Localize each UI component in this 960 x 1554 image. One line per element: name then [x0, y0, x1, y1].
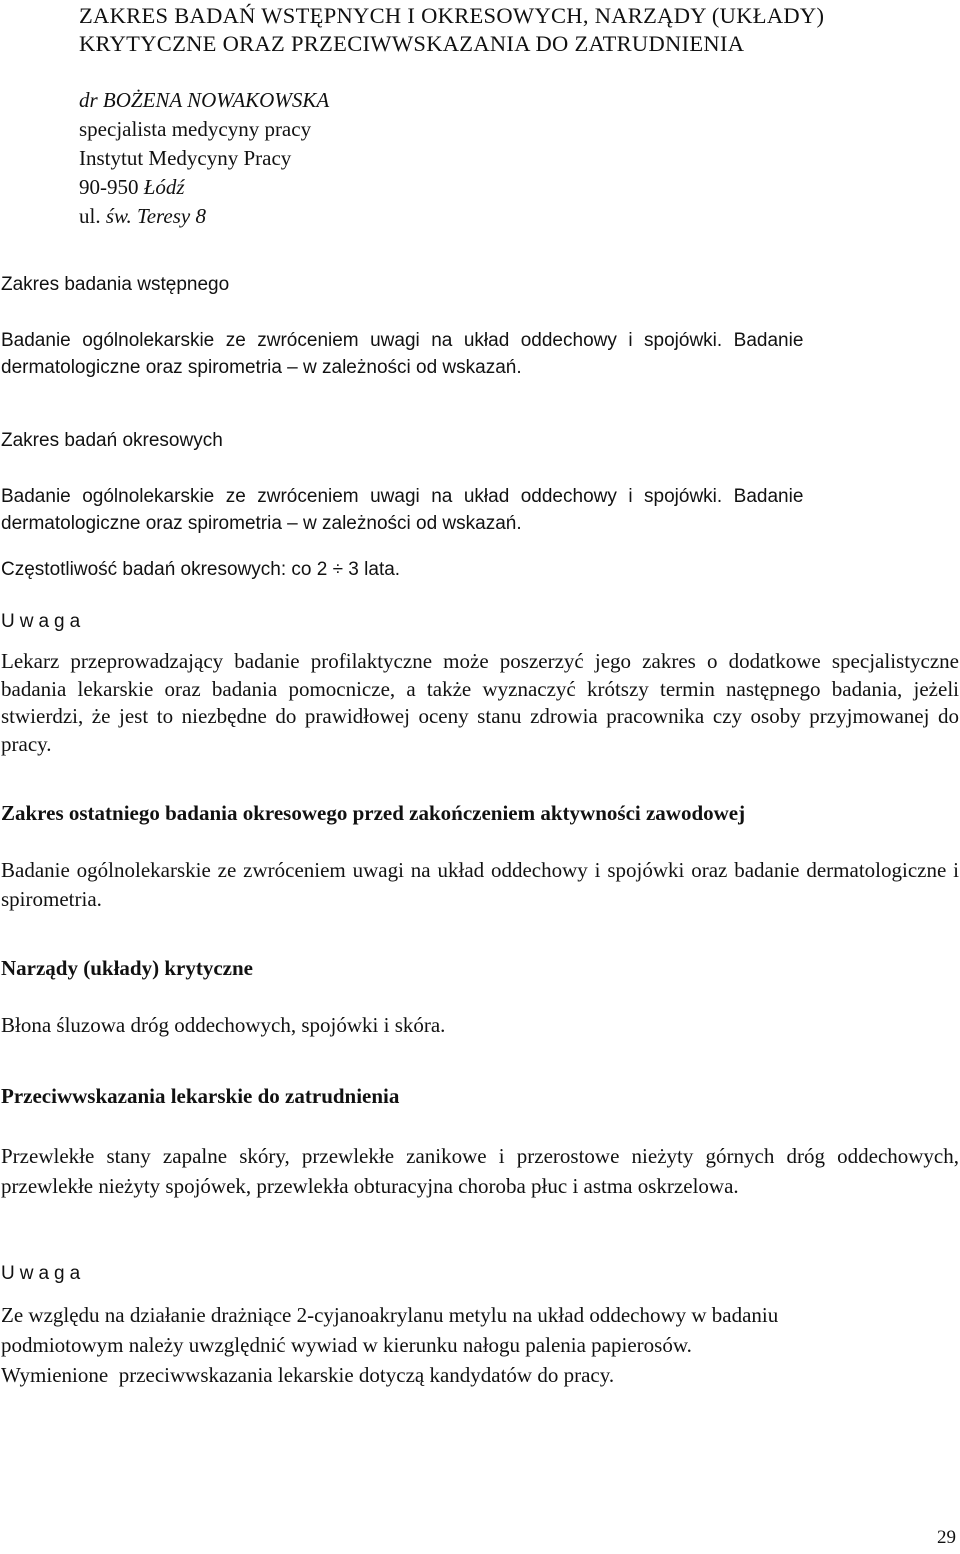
initial-exam-line-2: dermatologiczne oraz spirometria – w zależności od wskazań. — [1, 357, 522, 378]
author-role: specjalista medycyny pracy — [79, 117, 312, 141]
note-label-1: Uwaga — [1, 611, 86, 632]
section-heading-critical-organs: Narządy (układy) krytyczne — [1, 956, 253, 980]
final-exam-text: Badanie ogólnolekarskie ze zwróceniem uwagi na układ oddechowy i spojówki oraz badanie dermatologiczne i spirometria. — [1, 858, 959, 911]
note-text-2 — [1, 1300, 959, 1390]
author-street-line — [79, 202, 329, 231]
page-number: 29 — [937, 1527, 956, 1548]
author-city-line — [79, 173, 329, 202]
author-city: Łódź — [143, 175, 185, 199]
title-line-1: ZAKRES BADAŃ WSTĘPNYCH I OKRESOWYCH, NARZĄDY (UKŁADY) — [79, 3, 825, 28]
author-postal-code: 90-950 — [79, 175, 139, 199]
author-street-prefix: ul. — [79, 204, 101, 228]
initial-exam-text — [1, 327, 959, 381]
initial-exam-line-1: Badanie ogólnolekarskie ze zwróceniem uwagi na układ oddechowy i spojówki. Badanie — [1, 330, 804, 351]
section-heading-periodic: Zakres badań okresowych — [1, 430, 223, 451]
note-text-1: Lekarz przeprowadzający badanie profilaktyczne może poszerzyć jego zakres o dodatkowe specjalistyczne badania lekarskie oraz badania pomocnicze, a także wyznaczyć krótszy termin następnego badania, jeżeli stwierdzi, że jest to niezbędne do prawidłowej oceny stanu zdrowia pracownika czy osoby przyjmowanej do pracy. — [1, 649, 959, 756]
document-title — [79, 2, 954, 58]
periodic-frequency: Częstotliwość badań okresowych: co 2 ÷ 3 lata. — [1, 559, 401, 580]
periodic-exam-line-1: Badanie ogólnolekarskie ze zwróceniem uwagi na układ oddechowy i spojówki. Badanie — [1, 486, 804, 507]
author-street: św. Teresy 8 — [105, 204, 206, 228]
section-heading-final-exam: Zakres ostatniego badania okresowego przed zakończeniem aktywności zawodowej — [1, 801, 746, 825]
title-line-2: KRYTYCZNE ORAZ PRZECIWWSKAZANIA DO ZATRUDNIENIA — [79, 31, 745, 56]
section-heading-contraindications: Przeciwwskazania lekarskie do zatrudnienia — [1, 1084, 400, 1108]
note-label-2: Uwaga — [1, 1263, 86, 1284]
note-2-line-3: Wymienione przeciwwskazania lekarskie dotyczą kandydatów do pracy. — [1, 1363, 615, 1387]
author-name: dr BOŻENA NOWAKOWSKA — [79, 88, 330, 112]
note-2-line-2: podmiotowym należy uwzględnić wywiad w kierunku nałogu palenia papierosów. — [1, 1333, 692, 1357]
periodic-exam-text — [1, 483, 959, 537]
section-heading-initial: Zakres badania wstępnego — [1, 274, 230, 295]
critical-organs-text: Błona śluzowa dróg oddechowych, spojówki i skóra. — [1, 1013, 446, 1037]
author-institute: Instytut Medycyny Pracy — [79, 146, 292, 170]
periodic-exam-line-2: dermatologiczne oraz spirometria – w zależności od wskazań. — [1, 513, 522, 534]
contraindications-text: Przewlekłe stany zapalne skóry, przewlekłe zanikowe i przerostowe nieżyty górnych dróg oddechowych, przewlekłe nieżyty spojówek, przewlekła obturacyjna choroba płuc i astma oskrzelowa. — [1, 1144, 959, 1198]
author-block — [79, 86, 329, 231]
note-2-line-1: Ze względu na działanie drażniące 2-cyjanoakrylanu metylu na układ oddechowy w badaniu — [1, 1303, 779, 1327]
